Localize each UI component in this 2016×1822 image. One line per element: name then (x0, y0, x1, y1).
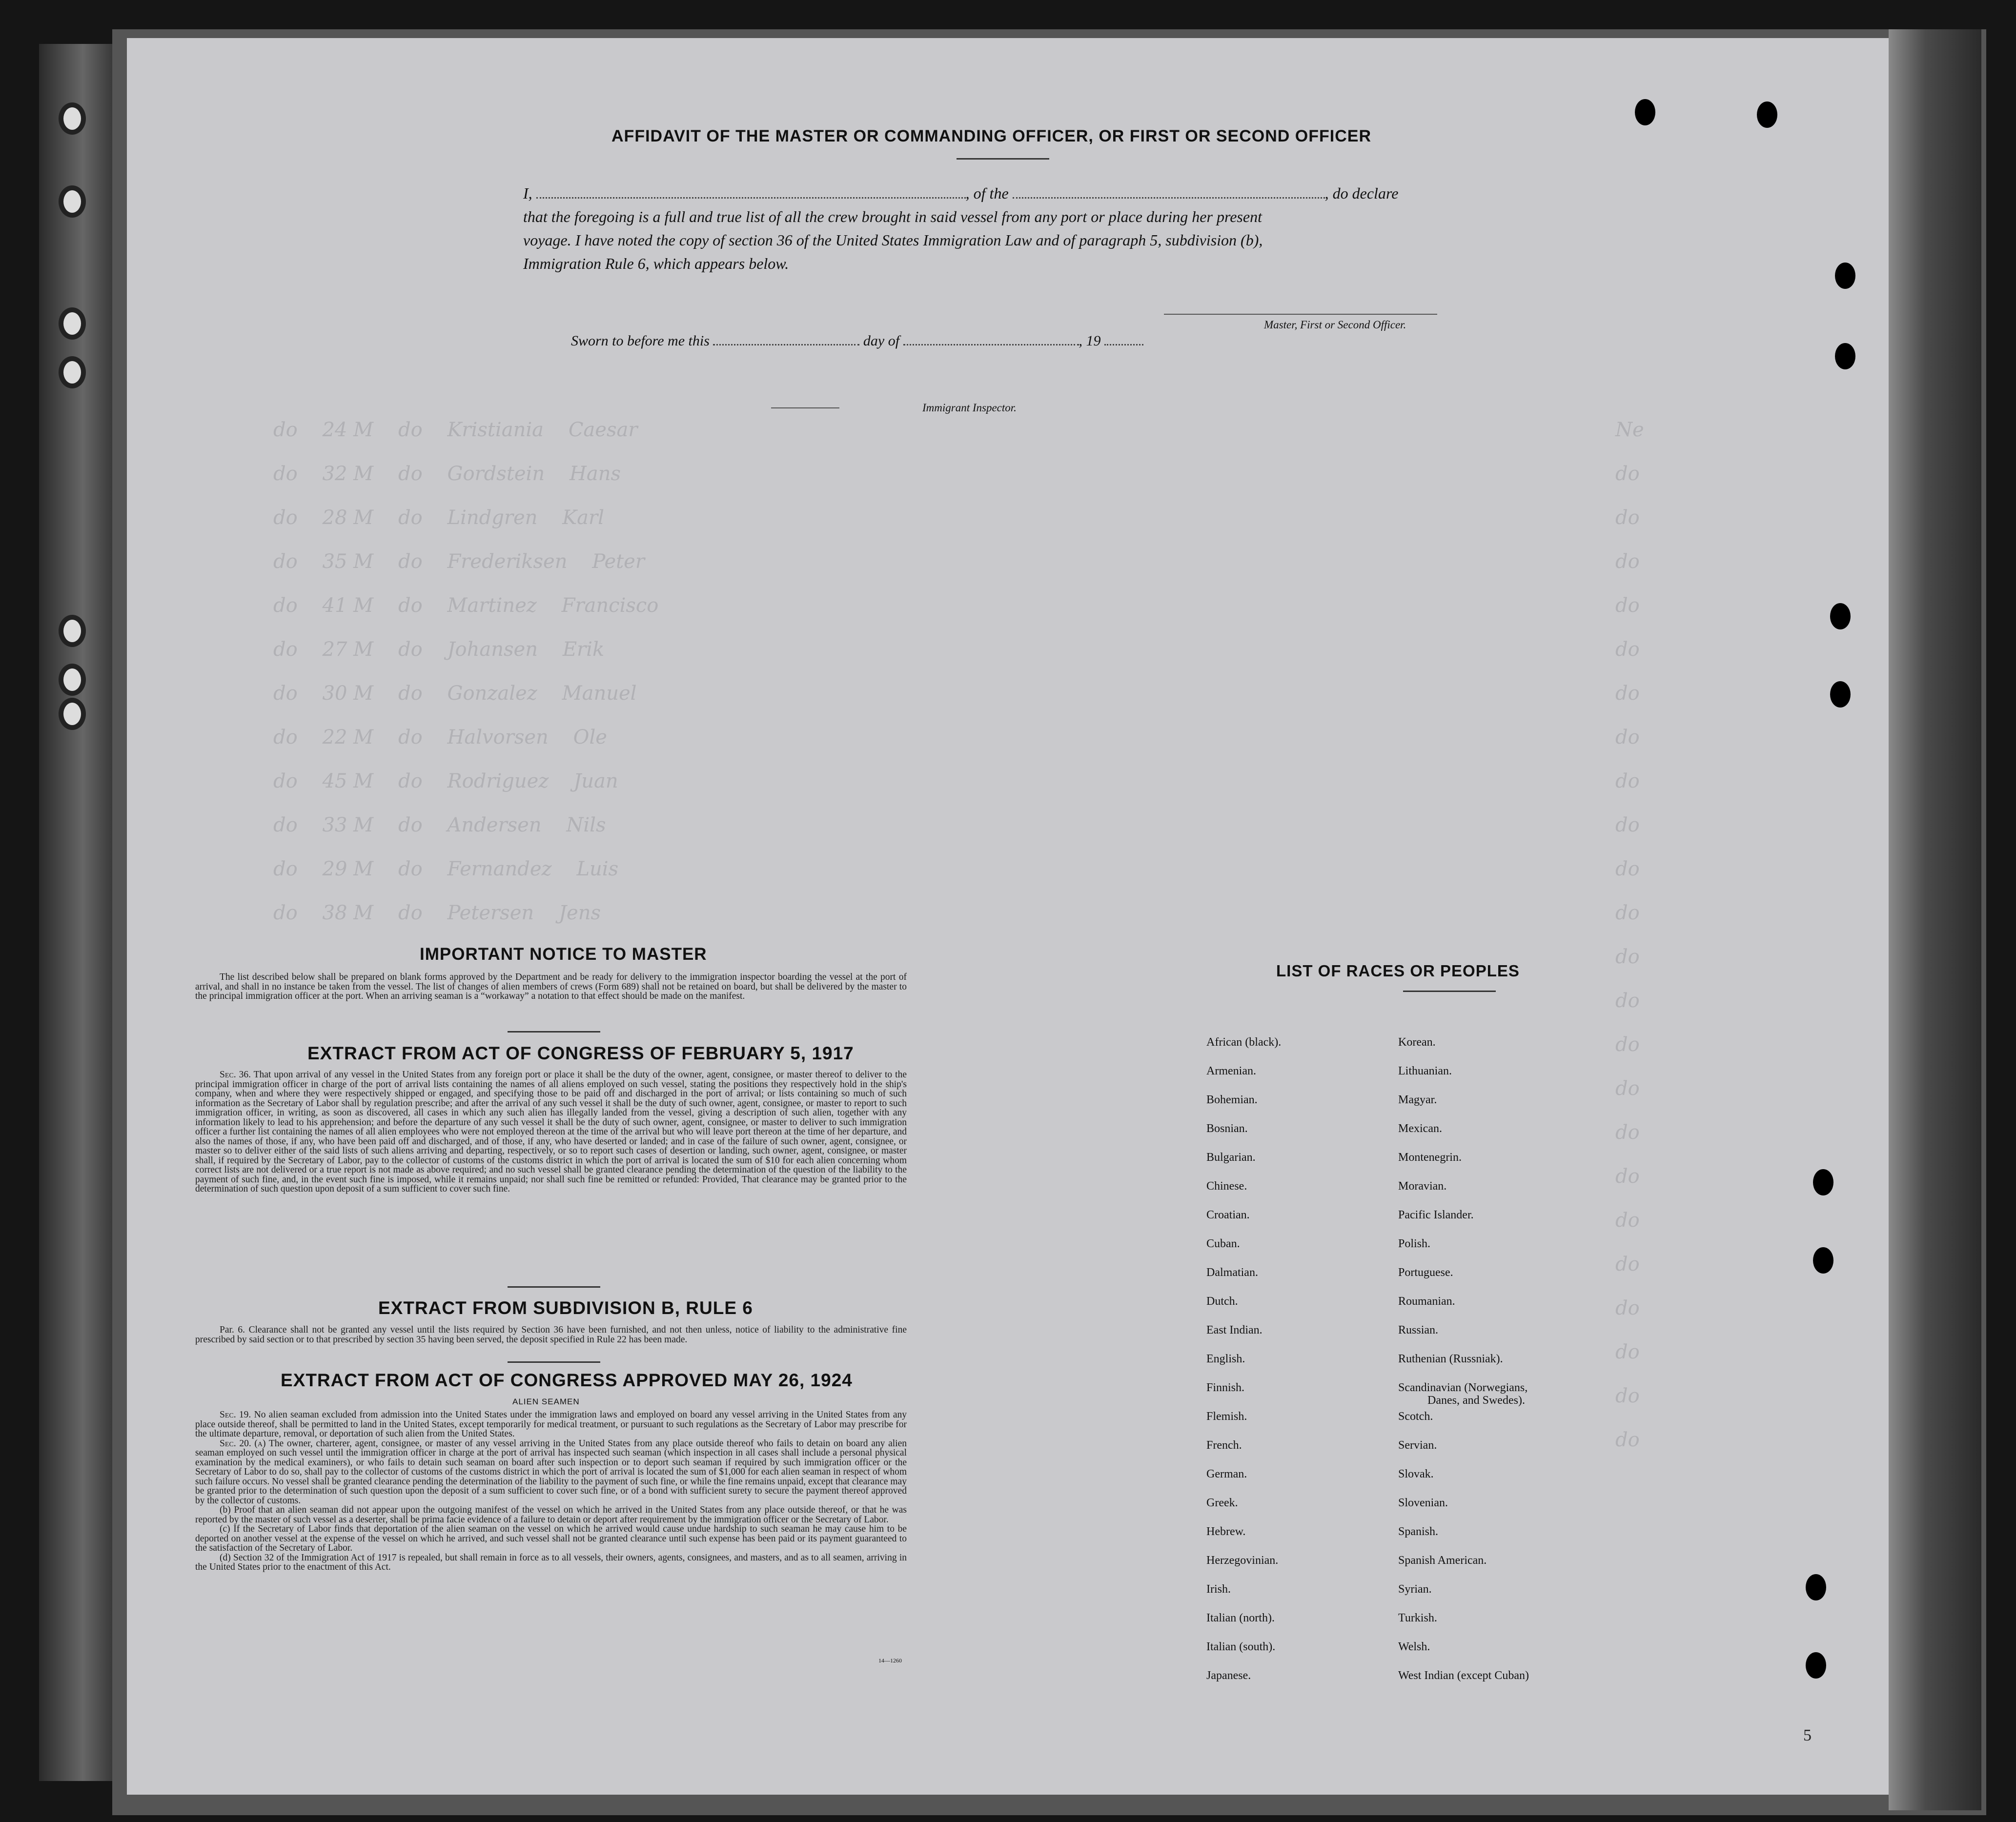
divider (508, 1031, 600, 1032)
list-item: East Indian. (1206, 1324, 1263, 1336)
list-item: Croatian. (1206, 1209, 1250, 1221)
list-item: Servian. (1398, 1439, 1437, 1452)
act-1924-sec-19 (195, 1410, 907, 1439)
affidavit-line-2: that the foregoing is a full and true list of all the crew brought in said vessel from any port or place during her present (523, 208, 1262, 225)
binding-ring (59, 615, 86, 647)
binding-ring (59, 664, 86, 696)
bleed-through-handwriting: do 24 M do Kristiania Caesar do 32 M do Gordstein Hans do 28 M do Lindgren Karl do 35 M do Frederiksen Peter do 41 M do Martinez Francisco do 27 M do Johansen Erik do 30 M do Gonzalez Manuel do 22 M do Halvorsen Ole do 45 M do Rodriguez Juan do 33 M do Andersen Nils do 29 M do Fernandez Luis do 38 M do Petersen Jens Ne do do do do do do do do do do do do do do do do do do do do do do do (273, 419, 1644, 1451)
list-item: Hebrew. (1206, 1525, 1246, 1538)
punch-hole (1830, 603, 1851, 629)
list-item: Montenegrin. (1398, 1151, 1462, 1164)
alien-seamen-subtitle: ALIEN SEAMEN (512, 1397, 580, 1406)
sworn-line (571, 333, 1143, 349)
punch-hole (1757, 101, 1777, 128)
list-item: Moravian. (1398, 1180, 1447, 1193)
list-item: Korean. (1398, 1036, 1436, 1049)
form-number: 14—1260 (878, 1657, 902, 1664)
list-item: German. (1206, 1468, 1247, 1480)
act-1917-paragraph (195, 1070, 907, 1194)
list-item: Ruthenian (Russniak). (1398, 1353, 1503, 1365)
act-1917-title: EXTRACT FROM ACT OF CONGRESS OF FEBRUARY 5, 1917 (307, 1043, 854, 1063)
list-item: West Indian (except Cuban) (1398, 1669, 1529, 1682)
list-item: Magyar. (1398, 1093, 1437, 1106)
races-list-right (1398, 1036, 1529, 1698)
rule-6-text-block (195, 1325, 907, 1344)
day-of-text: day of (863, 333, 900, 349)
list-item: Bosnian. (1206, 1122, 1248, 1135)
list-item: Syrian. (1398, 1583, 1432, 1596)
sec-19-label: Sec. 19. (220, 1410, 251, 1420)
list-item (1398, 1381, 1529, 1410)
list-item: Roumanian. (1398, 1295, 1455, 1308)
punch-hole (1806, 1574, 1826, 1600)
punch-hole (1835, 343, 1855, 369)
sworn-month-blank (903, 341, 1079, 345)
races-title: LIST OF RACES OR PEOPLES (1276, 962, 1520, 980)
list-item: Welsh. (1398, 1640, 1430, 1653)
list-item: Chinese. (1206, 1180, 1247, 1193)
list-item: Lithuanian. (1398, 1065, 1452, 1077)
list-item: African (black). (1206, 1036, 1282, 1049)
list-item: Pacific Islander. (1398, 1209, 1474, 1221)
act-1924-title: EXTRACT FROM ACT OF CONGRESS APPROVED MAY 26, 1924 (281, 1370, 853, 1390)
sworn-day-blank (713, 341, 859, 345)
divider (508, 1361, 600, 1363)
list-item: English. (1206, 1353, 1245, 1365)
affidavit-line-1 (523, 184, 1398, 202)
act-1924-text-block (195, 1410, 907, 1572)
act-1924-sec-20a (195, 1439, 907, 1506)
list-item: Portuguese. (1398, 1266, 1453, 1279)
divider (957, 158, 1049, 160)
list-item: Irish. (1206, 1583, 1231, 1596)
notice-text-block (195, 972, 907, 1001)
immigrant-inspector-label: Immigrant Inspector. (922, 402, 1017, 414)
affidavit-title: AFFIDAVIT OF THE MASTER OR COMMANDING OFFICER, OR FIRST OR SECOND OFFICER (611, 127, 1371, 145)
list-item: Slovenian. (1398, 1497, 1448, 1509)
list-item: Polish. (1398, 1237, 1431, 1250)
divider (1403, 991, 1496, 992)
list-item: Turkish. (1398, 1612, 1437, 1624)
list-item: Italian (north). (1206, 1612, 1275, 1624)
notice-text: The list described below shall be prepared on blank forms approved by the Department and be ready for delivery to the immigration inspector boarding the vessel at the port of arrival, and shall in no instance be taken from the vessel. The list of changes of alien members of crews (Form 689) shall not be retained on board, but shall be delivered by the master to the principal immigration officer at the port. When an arriving seaman is a “workaway” a notation to that effect should be made on the manifest. (195, 972, 907, 1001)
page-number: 5 (1803, 1726, 1812, 1744)
list-item: Spanish American. (1398, 1554, 1487, 1567)
sworn-year-blank (1104, 341, 1143, 345)
act-1917-section-label: Sec. 36. (220, 1070, 251, 1080)
punch-hole (1806, 1652, 1826, 1679)
list-item: Japanese. (1206, 1669, 1251, 1682)
year-prefix: , 19 (1079, 333, 1101, 349)
affidavit-declare: , do declare (1324, 184, 1399, 202)
binding-ring (59, 102, 86, 135)
scandinavian-continuation: Danes, and Swedes). (1427, 1394, 1525, 1407)
act-1924-sec-20c: (c) If the Secretary of Labor finds that deportation of the alien seaman on the vessel on which he arrived would cause undue hardship to such seaman he may cause him to be deported on another vessel at the expense of the vessel on which he arrived, and such vessel shall not be granted clearance until such expense has been paid or its payment guaranteed to the satisfaction of the Secretary of Labor. (195, 1524, 907, 1553)
sec-20a-text: The owner, charterer, agent, consignee, or master of any vessel arriving in the United States from any place outside thereof who fails to detain on board any alien seaman employed on such vessel until the immigration officer in charge at the port of arrival has inspected such seaman (which inspection in all cases shall include a personal physical examination by the medical examiners), or who fails to detain such seaman on board after such inspection or to deport such seaman if required by such immigration officer or the Secretary of Labor to do so, shall pay to the collector of customs of the customs district in which the port of arrival is located the sum of $1,000 for each alien seaman in respect of whom such failure occurs. No vessel shall be granted clearance pending the determination of the liability to the payment of such fine, or while the fine remains unpaid, except that clearance may be granted prior to the determination of such question upon the deposit of a sum sufficient to cover such fine, or of a bond with sufficient surety to secure the payment thereof approved by the collector of customs. (195, 1438, 907, 1506)
act-1917-text-block (195, 1070, 907, 1194)
binding-ring (59, 185, 86, 218)
rule-6-title: EXTRACT FROM SUBDIVISION B, RULE 6 (378, 1298, 753, 1318)
list-item: Dutch. (1206, 1295, 1238, 1308)
page-edge (1889, 29, 1981, 1810)
punch-hole (1813, 1169, 1833, 1195)
list-item: Bohemian. (1206, 1093, 1258, 1106)
list-item: Herzegovinian. (1206, 1554, 1279, 1567)
affidavit-of-the: , of the (965, 184, 1009, 202)
vessel-name-blank (1013, 194, 1325, 199)
list-item: Slovak. (1398, 1468, 1434, 1480)
affidavit-i: I, (523, 184, 532, 202)
officer-name-blank (536, 194, 966, 199)
book-binding (39, 44, 112, 1781)
list-item: Italian (south). (1206, 1640, 1276, 1653)
list-item: Bulgarian. (1206, 1151, 1256, 1164)
list-item: Mexican. (1398, 1122, 1442, 1135)
affidavit-line-4: Immigration Rule 6, which appears below. (523, 255, 789, 272)
list-item: Flemish. (1206, 1410, 1247, 1423)
act-1917-text: That upon arrival of any vessel in the United States from any foreign port or place it shall be the duty of the owner, agent, consignee, or master thereof to deliver to the principal immigration officer in charge of the port of arrival lists containing the names of all aliens employed on such vessel, stating the positions they respectively hold in the ship's company, when and where they were respectively shipped or engaged, and specifying those to be paid off and discharged in the port of arrival; or lists containing so much of such information as the Secretary of Labor shall by regulation prescribe; and after the arrival of any such vessel it shall be the duty of such owner, agent, consignee, or master to report to such immigration officer, in writing, as soon as discovered, all cases in which any such alien has illegally landed from the vessel, giving a description of such alien, together with any information likely to lead to his apprehension; and before the departure of any such vessel it shall be the duty of such owner, agent, consignee, or master to deliver to such immigration officer a further list containing the names of all alien employees who were not employed thereon at the time of the arrival but who will leave port thereon at the time of her departure, and also the names of those, if any, who have been paid off and discharged, and of those, if any, who have deserted or landed; and in case of the failure of such owner, agent, consignee, or master so to deliver either of the said lists of such aliens arriving and departing, respectively, or so to report such cases of desertion or landing, such owner, agent, consignee, or master shall, if required by the Secretary of Labor, pay to the collector of customs of the customs district in which the port of arrival is located the sum of $10 for each alien concerning whom correct lists are not delivered or a true report is not made as above required; and no such vessel shall be granted clearance pending the determination of the question of the liability to the payment of such fine, and, in the event such fine is imposed, while it remains unpaid; nor shall such fine be remitted or refunded: Provided, That clearance may be granted prior to the determination of such question upon deposit of a sum sufficient to cover such fine. (195, 1070, 907, 1194)
races-list-left (1206, 1036, 1281, 1698)
signature-line (1164, 314, 1437, 315)
sec-20-label: Sec. 20. (a) (220, 1438, 266, 1449)
punch-hole (1813, 1247, 1833, 1274)
sec-19-text: No alien seaman excluded from admission into the United States under the immigration laws and employed on board any vessel arriving in the United States from any place outside thereof, shall be permitted to land in the United States, except temporarily for medical treatment, or pursuant to such regulations as the Secretary of Labor may prescribe for the ultimate departure, removal, or deportation of such alien from the United States. (195, 1410, 907, 1439)
list-item: Russian. (1398, 1324, 1439, 1336)
list-item: Greek. (1206, 1497, 1238, 1509)
master-signature-label: Master, First or Second Officer. (1264, 319, 1406, 331)
list-item: Cuban. (1206, 1237, 1240, 1250)
list-item: Dalmatian. (1206, 1266, 1258, 1279)
act-1924-sec-20b: (b) Proof that an alien seaman did not appear upon the outgoing manifest of the vessel on which he arrived in the United States from any place outside thereof, or that he was reported by the master of such vessel as a deserter, shall be prima facie evidence of a failure to detain or deport after requirement by the immigration officer or the Secretary of Labor. (195, 1505, 907, 1525)
scandinavian-label: Scandinavian (Norwegians, (1398, 1381, 1528, 1394)
binding-ring (59, 356, 86, 388)
act-1924-sec-20d: (d) Section 32 of the Immigration Act of 1917 is repealed, but shall remain in force as to all vessels, their owners, agents, consignees, and masters, and as to all seamen, arriving in the United States prior to the enactment of this Act. (195, 1552, 907, 1572)
binding-ring (59, 698, 86, 730)
list-item: Spanish. (1398, 1525, 1439, 1538)
manifest-page (127, 38, 1889, 1795)
binding-ring (59, 307, 86, 340)
list-item: French. (1206, 1439, 1242, 1452)
inspector-signature-line (771, 407, 839, 408)
divider (508, 1286, 600, 1288)
notice-title: IMPORTANT NOTICE TO MASTER (420, 945, 707, 964)
sworn-text: Sworn to before me this (571, 333, 710, 349)
punch-hole (1635, 99, 1655, 125)
list-item: Finnish. (1206, 1381, 1245, 1394)
list-item: Scotch. (1398, 1410, 1433, 1423)
punch-hole (1835, 263, 1855, 289)
list-item: Armenian. (1206, 1065, 1256, 1077)
affidavit-line-3: voyage. I have noted the copy of section 36 of the United States Immigration Law and of paragraph 5, subdivision (b), (523, 231, 1263, 249)
rule-6-text: Par. 6. Clearance shall not be granted any vessel until the lists required by Section 36 have been furnished, and not then unless, notice of liability to the administrative fine prescribed by said section or to that prescribed by section 35 having been served, the deposit specified in Rule 22 has been made. (195, 1325, 907, 1345)
punch-hole (1830, 681, 1851, 708)
